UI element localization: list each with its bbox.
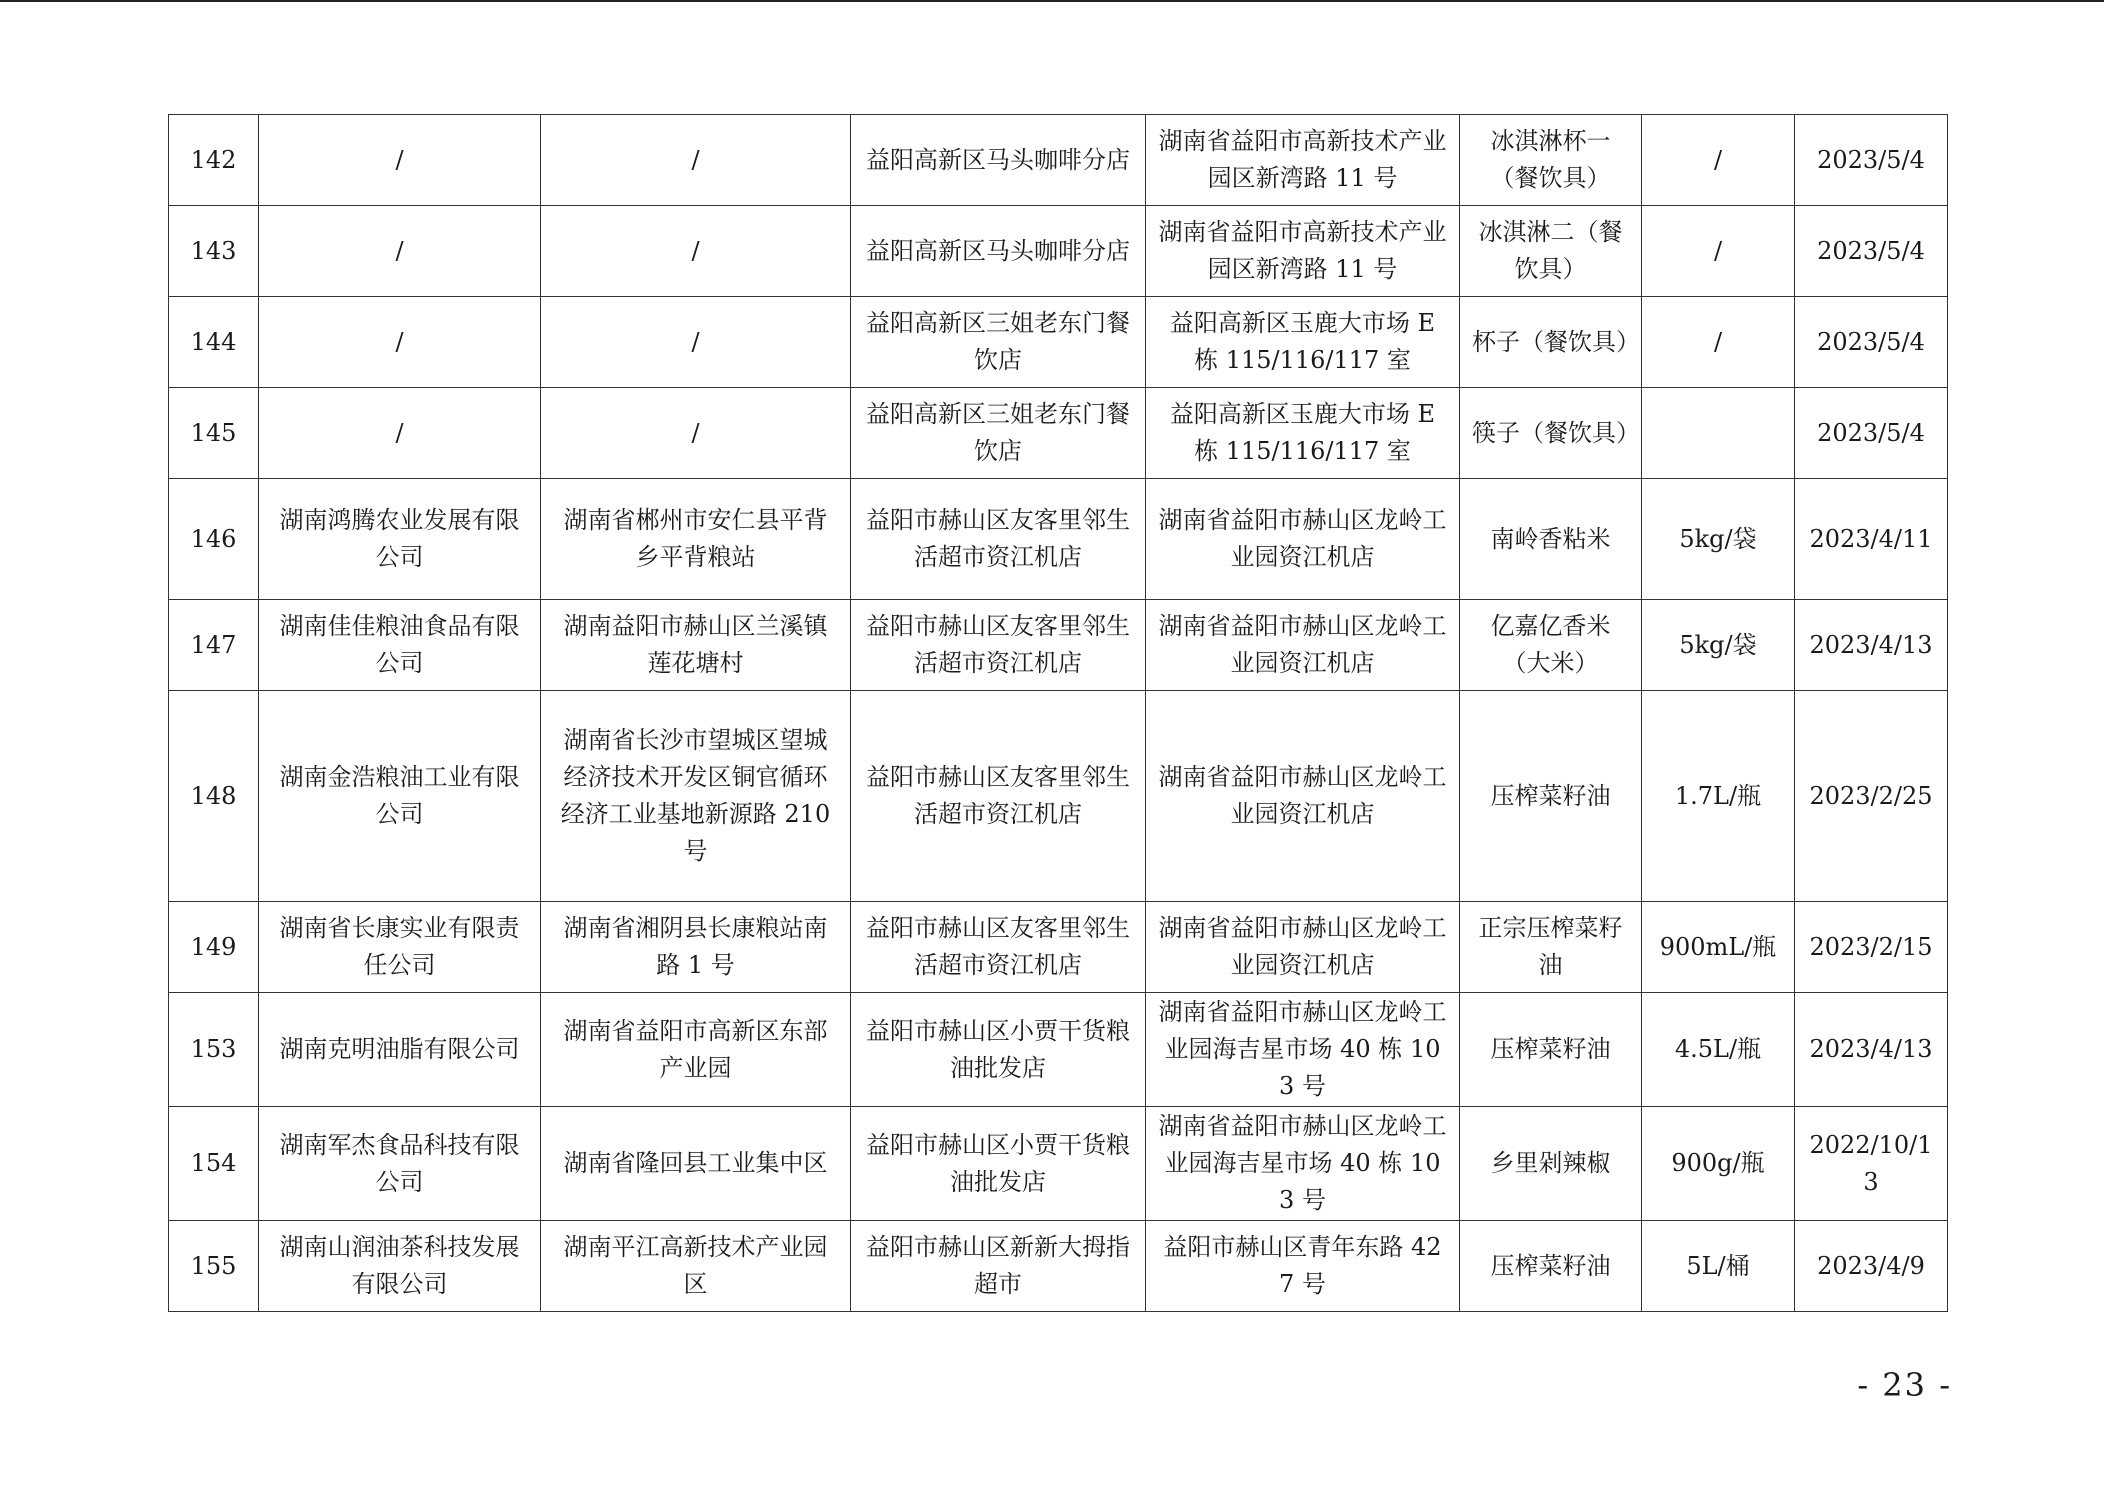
cell-manufacturer: 湖南鸿腾农业发展有限公司 xyxy=(259,479,541,600)
cell-sampled-unit: 益阳高新区马头咖啡分店 xyxy=(851,115,1146,206)
cell-spec: / xyxy=(1642,206,1795,297)
cell-spec: 900mL/瓶 xyxy=(1642,902,1795,993)
page-top-border xyxy=(0,0,2104,2)
cell-sampled-unit: 益阳市赫山区小贾干货粮油批发店 xyxy=(851,1107,1146,1221)
cell-date: 2022/10/13 xyxy=(1795,1107,1948,1221)
cell-row-number: 148 xyxy=(169,691,259,902)
cell-manufacturer-address: 湖南省湘阴县长康粮站南路 1 号 xyxy=(541,902,851,993)
cell-date: 2023/5/4 xyxy=(1795,388,1948,479)
table-row xyxy=(169,297,1948,388)
cell-date: 2023/2/15 xyxy=(1795,902,1948,993)
cell-sampled-address: 湖南省益阳市高新技术产业园区新湾路 11 号 xyxy=(1146,115,1460,206)
cell-spec: 1.7L/瓶 xyxy=(1642,691,1795,902)
cell-date: 2023/4/13 xyxy=(1795,993,1948,1107)
table-row xyxy=(169,115,1948,206)
cell-date: 2023/4/13 xyxy=(1795,600,1948,691)
cell-sampled-address: 湖南省益阳市赫山区龙岭工业园资江机店 xyxy=(1146,479,1460,600)
cell-spec: 5L/桶 xyxy=(1642,1221,1795,1312)
page-number: - 23 - xyxy=(1857,1366,1952,1404)
cell-row-number: 154 xyxy=(169,1107,259,1221)
cell-manufacturer-address: / xyxy=(541,297,851,388)
cell-spec: 5kg/袋 xyxy=(1642,600,1795,691)
cell-date: 2023/4/11 xyxy=(1795,479,1948,600)
cell-manufacturer: / xyxy=(259,206,541,297)
cell-sampled-unit: 益阳市赫山区新新大拇指超市 xyxy=(851,1221,1146,1312)
table-row xyxy=(169,902,1948,993)
cell-date: 2023/2/25 xyxy=(1795,691,1948,902)
cell-product: 筷子（餐饮具） xyxy=(1460,388,1642,479)
cell-sampled-unit: 益阳高新区三姐老东门餐饮店 xyxy=(851,297,1146,388)
cell-manufacturer: 湖南金浩粮油工业有限公司 xyxy=(259,691,541,902)
cell-row-number: 149 xyxy=(169,902,259,993)
table-row xyxy=(169,691,1948,902)
cell-sampled-address: 湖南省益阳市高新技术产业园区新湾路 11 号 xyxy=(1146,206,1460,297)
cell-sampled-unit: 益阳高新区三姐老东门餐饮店 xyxy=(851,388,1146,479)
cell-row-number: 143 xyxy=(169,206,259,297)
cell-sampled-unit: 益阳市赫山区友客里邻生活超市资江机店 xyxy=(851,902,1146,993)
cell-product: 压榨菜籽油 xyxy=(1460,1221,1642,1312)
cell-row-number: 146 xyxy=(169,479,259,600)
cell-manufacturer: 湖南军杰食品科技有限公司 xyxy=(259,1107,541,1221)
cell-spec: / xyxy=(1642,297,1795,388)
cell-sampled-address: 益阳市赫山区青年东路 427 号 xyxy=(1146,1221,1460,1312)
cell-product: 南岭香粘米 xyxy=(1460,479,1642,600)
cell-date: 2023/5/4 xyxy=(1795,115,1948,206)
cell-sampled-address: 益阳高新区玉鹿大市场 E 栋 115/116/117 室 xyxy=(1146,297,1460,388)
table-row xyxy=(169,993,1948,1107)
cell-date: 2023/5/4 xyxy=(1795,297,1948,388)
cell-manufacturer-address: 湖南省隆回县工业集中区 xyxy=(541,1107,851,1221)
cell-manufacturer-address: 湖南省郴州市安仁县平背乡平背粮站 xyxy=(541,479,851,600)
cell-manufacturer-address: 湖南平江高新技术产业园区 xyxy=(541,1221,851,1312)
cell-date: 2023/5/4 xyxy=(1795,206,1948,297)
cell-spec: 4.5L/瓶 xyxy=(1642,993,1795,1107)
cell-manufacturer-address: / xyxy=(541,388,851,479)
cell-sampled-unit: 益阳市赫山区友客里邻生活超市资江机店 xyxy=(851,479,1146,600)
cell-manufacturer: / xyxy=(259,115,541,206)
cell-row-number: 144 xyxy=(169,297,259,388)
cell-manufacturer-address: 湖南省益阳市高新区东部产业园 xyxy=(541,993,851,1107)
cell-product: 亿嘉亿香米（大米） xyxy=(1460,600,1642,691)
table-row xyxy=(169,600,1948,691)
cell-product: 冰淇淋杯一（餐饮具） xyxy=(1460,115,1642,206)
cell-product: 杯子（餐饮具） xyxy=(1460,297,1642,388)
cell-product: 压榨菜籽油 xyxy=(1460,993,1642,1107)
cell-spec xyxy=(1642,388,1795,479)
cell-sampled-unit: 益阳市赫山区小贾干货粮油批发店 xyxy=(851,993,1146,1107)
cell-manufacturer: 湖南克明油脂有限公司 xyxy=(259,993,541,1107)
table-row xyxy=(169,479,1948,600)
cell-sampled-address: 湖南省益阳市赫山区龙岭工业园资江机店 xyxy=(1146,902,1460,993)
cell-manufacturer: 湖南山润油茶科技发展有限公司 xyxy=(259,1221,541,1312)
cell-manufacturer-address: / xyxy=(541,206,851,297)
sampling-results-table xyxy=(168,114,1948,1312)
cell-manufacturer: 湖南省长康实业有限责任公司 xyxy=(259,902,541,993)
cell-row-number: 155 xyxy=(169,1221,259,1312)
cell-manufacturer-address: / xyxy=(541,115,851,206)
cell-sampled-unit: 益阳市赫山区友客里邻生活超市资江机店 xyxy=(851,600,1146,691)
cell-manufacturer: 湖南佳佳粮油食品有限公司 xyxy=(259,600,541,691)
cell-spec: 5kg/袋 xyxy=(1642,479,1795,600)
cell-row-number: 153 xyxy=(169,993,259,1107)
cell-manufacturer-address: 湖南省长沙市望城区望城经济技术开发区铜官循环经济工业基地新源路 210 号 xyxy=(541,691,851,902)
cell-product: 正宗压榨菜籽油 xyxy=(1460,902,1642,993)
cell-row-number: 145 xyxy=(169,388,259,479)
cell-product: 冰淇淋二（餐饮具） xyxy=(1460,206,1642,297)
cell-row-number: 147 xyxy=(169,600,259,691)
cell-sampled-unit: 益阳高新区马头咖啡分店 xyxy=(851,206,1146,297)
table-row xyxy=(169,388,1948,479)
cell-spec: 900g/瓶 xyxy=(1642,1107,1795,1221)
cell-sampled-address: 湖南省益阳市赫山区龙岭工业园海吉星市场 40 栋 103 号 xyxy=(1146,993,1460,1107)
cell-sampled-address: 湖南省益阳市赫山区龙岭工业园海吉星市场 40 栋 103 号 xyxy=(1146,1107,1460,1221)
cell-date: 2023/4/9 xyxy=(1795,1221,1948,1312)
cell-sampled-address: 湖南省益阳市赫山区龙岭工业园资江机店 xyxy=(1146,691,1460,902)
table-body xyxy=(169,115,1948,1312)
cell-manufacturer-address: 湖南益阳市赫山区兰溪镇莲花塘村 xyxy=(541,600,851,691)
cell-spec: / xyxy=(1642,115,1795,206)
cell-product: 压榨菜籽油 xyxy=(1460,691,1642,902)
table-row xyxy=(169,1221,1948,1312)
table-row xyxy=(169,206,1948,297)
cell-sampled-address: 湖南省益阳市赫山区龙岭工业园资江机店 xyxy=(1146,600,1460,691)
cell-sampled-unit: 益阳市赫山区友客里邻生活超市资江机店 xyxy=(851,691,1146,902)
table-row xyxy=(169,1107,1948,1221)
cell-row-number: 142 xyxy=(169,115,259,206)
cell-sampled-address: 益阳高新区玉鹿大市场 E 栋 115/116/117 室 xyxy=(1146,388,1460,479)
cell-product: 乡里剁辣椒 xyxy=(1460,1107,1642,1221)
cell-manufacturer: / xyxy=(259,388,541,479)
cell-manufacturer: / xyxy=(259,297,541,388)
